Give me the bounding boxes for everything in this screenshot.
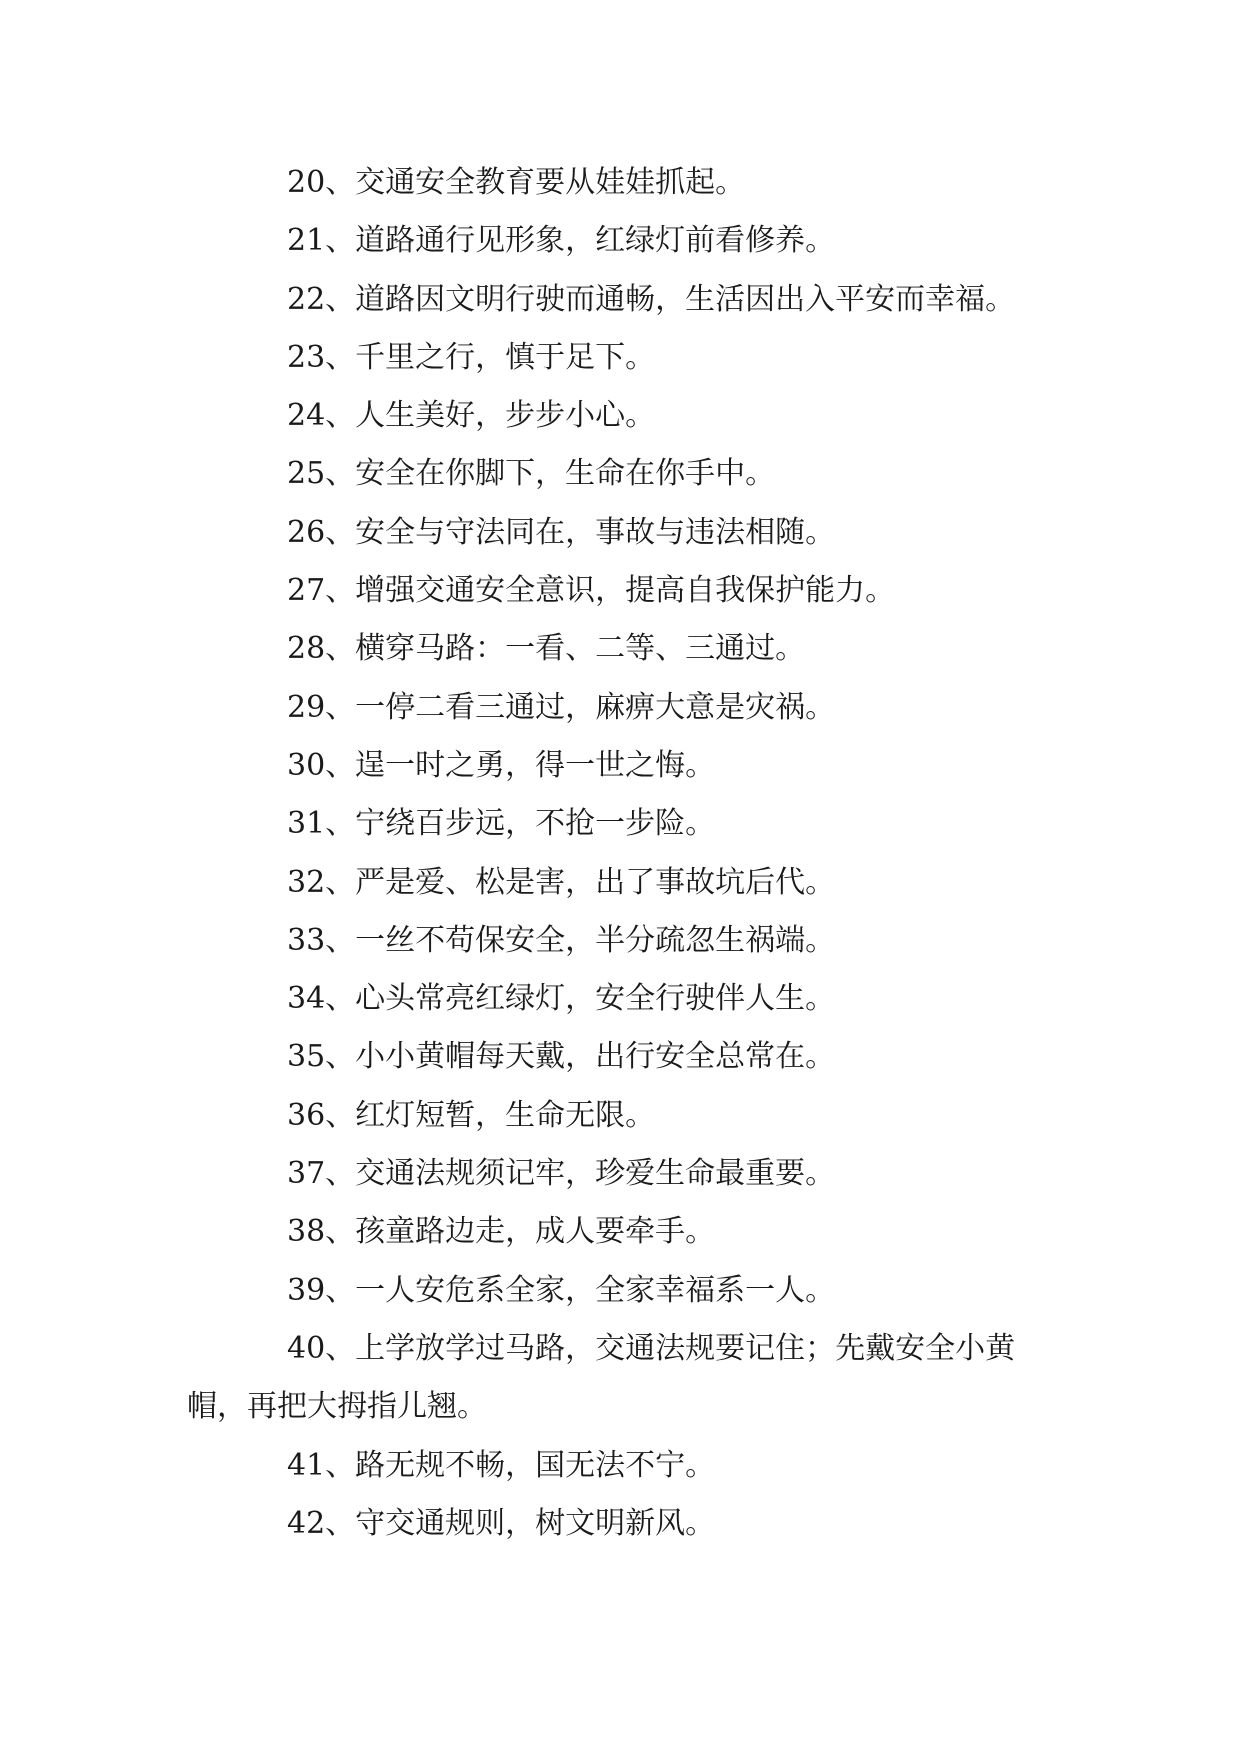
slogan-line: 30、逞一时之勇，得一世之悔。 (287, 747, 716, 783)
slogan-line: 42、守交通规则，树文明新风。 (287, 1505, 716, 1541)
slogan-line: 32、严是爱、松是害，出了事故坑后代。 (287, 864, 836, 900)
slogan-line: 22、道路因文明行驶而通畅，生活因出入平安而幸福。 (287, 281, 1016, 317)
slogan-line: 33、一丝不苟保安全，半分疏忽生祸端。 (287, 922, 836, 958)
slogan-line: 28、横穿马路：一看、二等、三通过。 (287, 631, 806, 667)
slogan-line: 23、千里之行，慎于足下。 (287, 339, 656, 375)
slogan-line: 41、路无规不畅，国无法不宁。 (287, 1447, 716, 1483)
slogan-line: 35、小小黄帽每天戴，出行安全总常在。 (287, 1039, 836, 1075)
slogan-line: 40、上学放学过马路，交通法规要记住；先戴安全小黄帽，再把大拇指儿翘。 (187, 1330, 1016, 1425)
slogan-line: 36、红灯短暂，生命无限。 (287, 1097, 656, 1133)
slogan-line: 37、交通法规须记牢，珍爱生命最重要。 (287, 1156, 836, 1192)
slogan-line: 38、孩童路边走，成人要牵手。 (287, 1214, 716, 1250)
slogan-line: 29、一停二看三通过，麻痹大意是灾祸。 (287, 689, 836, 725)
slogan-line: 25、安全在你脚下，生命在你手中。 (287, 456, 776, 492)
slogan-line: 26、安全与守法同在，事故与违法相随。 (287, 514, 836, 550)
slogan-line: 39、一人安危系全家，全家幸福系一人。 (287, 1272, 836, 1308)
slogan-line: 27、增强交通安全意识，提高自我保护能力。 (287, 573, 896, 609)
slogan-line: 21、道路通行见形象，红绿灯前看修养。 (287, 223, 836, 259)
slogan-line: 31、宁绕百步远，不抢一步险。 (287, 806, 716, 842)
slogan-line: 24、人生美好，步步小心。 (287, 398, 656, 434)
slogan-line: 20、交通安全教育要从娃娃抓起。 (287, 165, 746, 200)
slogan-list (187, 154, 1057, 1553)
slogan-line: 34、心头常亮红绿灯，安全行驶伴人生。 (287, 981, 836, 1017)
